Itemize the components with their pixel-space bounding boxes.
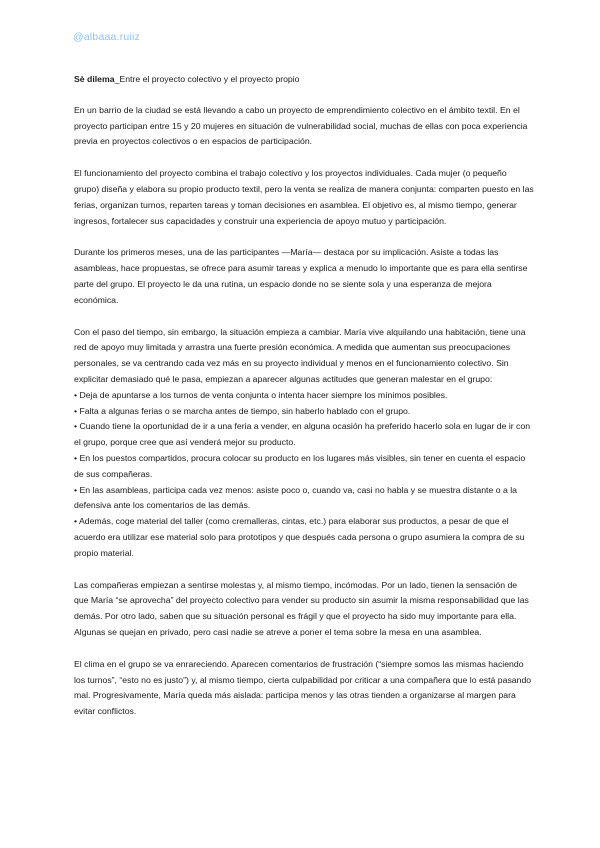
paragraph: Las compañeras empiezan a sentirse molestas y, al mismo tiempo, incómodas. Por un lado, tienen la sensación de que María “se aprovecha” del proyecto colectivo para vender su producto sin asumir la misma responsabilidad que las demás. Por otro lado, saben que su situación personal es frágil y que el proyecto ha sido muy importante para ella. Algunas se quejan en privado, pero casi nadie se atreve a poner el tema sobre la mesa en una asamblea. — [74, 579, 529, 637]
title-rest: _Entre el proyecto colectivo y el proyecto propio — [114, 74, 300, 84]
document-title — [74, 72, 534, 88]
paragraph: Durante los primeros meses, una de las participantes —María— destaca por su implicación. Asiste a todas las asambleas, hace propuestas, se ofrece para asumir tareas y explica a menudo lo importante que es para ella sentirse parte del grupo. El proyecto le da una rutina, un espacio donde no se siente sola y una esperanza de mejora económica. — [74, 247, 528, 305]
list-item: • Además, coge material del taller (como cremalleras, cintas, etc.) para elaborar sus productos, a pesar de que el acuerdo era utilizar ese material solo para prototipos y que después cada persona o grupo asumiera la compra de su propio material. — [74, 516, 525, 558]
paragraph: El funcionamiento del proyecto combina el trabajo colectivo y los proyectos individuales. Cada mujer (o pequeño grupo) diseña y elabora su propio producto textil, pero la venta se realiza de manera conjunta: comparten puesto en las ferias, organizan turnos, reparten tareas y toman decisiones en asamblea. El objetivo es, al mismo tiempo, generar ingresos, fortalecer sus capacidades y construir una experiencia de apoyo mutuo y participación. — [74, 168, 534, 226]
list-item: • En los puestos compartidos, procura colocar su producto en los lugares más visibles, sin tener en cuenta el espacio de sus compañeras. — [74, 452, 526, 479]
document-body — [74, 72, 534, 736]
paragraph: Con el paso del tiempo, sin embargo, la situación empieza a cambiar. María vive alquilando una habitación, tiene una red de apoyo muy limitada y arrastra una fuerte presión económica. A medida que aumentan sus preocupaciones personales, se va centrando cada vez más en su proyecto individual y menos en el funcionamiento colectivo. Sin explicitar demasiado qué le pasa, empiezan a aparecer algunas actitudes que generan malestar en el grupo: — [74, 326, 526, 384]
author-handle: @albaaa.ruiiz — [73, 31, 140, 43]
list-item: • Cuando tiene la oportunidad de ir a una feria a vender, en alguna ocasión ha preferido hacerlo sola en lugar de ir con el grupo, porque cree que así venderá mejor su producto. — [74, 421, 531, 448]
list-item: • En las asambleas, participa cada vez menos: asiste poco o, cuando va, casi no habla y se muestra distante o a la defensiva ante los comentarios de las demás. — [74, 484, 517, 511]
title-bold: Sè dilema — [74, 74, 115, 84]
paragraph: El clima en el grupo se va enrareciendo. Aparecen comentarios de frustración (“siempre somos las mismas haciendo los turnos”, “esto no es justo”) y, al mismo tiempo, cierta culpabilidad por criticar a una compañera que lo está pasando mal. Progresivamente, María queda más aislada: participa menos y las otras tienden a organizarse al margen para evitar conflictos. — [74, 658, 532, 717]
list-item: • Deja de apuntarse a los turnos de venta conjunta o intenta hacer siempre los mínimos posibles. — [74, 389, 448, 400]
list-item: • Falta a algunas ferias o se marcha antes de tiempo, sin haberlo hablado con el grupo. — [74, 405, 411, 416]
paragraph: En un barrio de la ciudad se está llevando a cabo un proyecto de emprendimiento colectivo en el ámbito textil. En el proyecto participan entre 15 y 20 mujeres en situación de vulnerabilidad social, muchas de ellas con poca experiencia previa en proyectos colectivos o en espacios de participación. — [74, 104, 528, 147]
bullet-list — [74, 388, 534, 562]
